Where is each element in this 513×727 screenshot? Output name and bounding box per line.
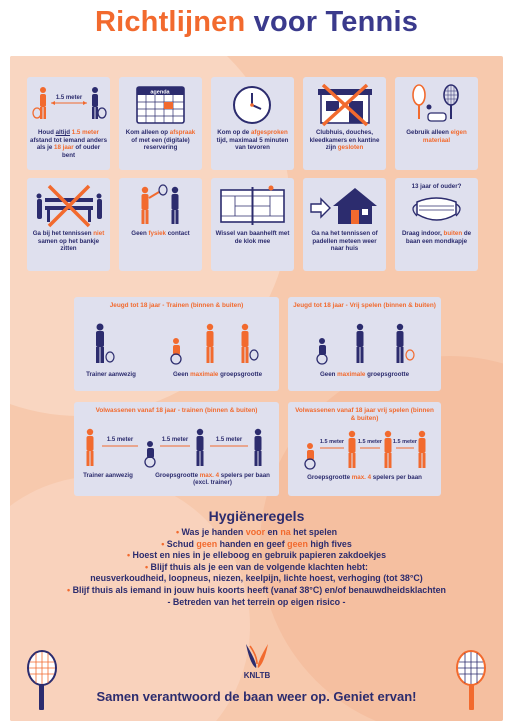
panel-adult-training-right-label: Groepsgrootte max. 4 spelers per baan (excl. trainer) (155, 472, 270, 487)
panel-adult-free-title: Volwassenen vanaf 18 jaar vrij spelen (binnen & buiten) (295, 407, 434, 422)
title-part-2: voor Tennis (253, 6, 419, 38)
card-contact (119, 178, 202, 271)
card-time-text: Kom op de afgesproken tijd, maximaal 5 minuten van tevoren (216, 129, 289, 152)
knltb-logo (232, 640, 282, 684)
card-home (303, 178, 386, 271)
mask-question: 13 jaar of ouder? (411, 183, 462, 190)
hygiene-line: neusverkoudheid, loopneus, niezen, keelpijn, lichte hoest, verhoging (tot 38°C) (90, 573, 423, 584)
poster-background (10, 56, 503, 721)
panel-adult-training-left-label: Trainer aanwezig (83, 472, 133, 479)
card-court (211, 178, 294, 271)
panel-adult-training-title: Volwassenen vanaf 18 jaar - trainen (binnen & buiten) (95, 407, 258, 414)
hygiene-line: • Hoest en nies in je elleboog en gebruik papieren zakdoekjes (126, 550, 387, 561)
card-court-text: Wissel van baanhelft met de klok mee (215, 230, 290, 245)
svg-text:1.5 meter: 1.5 meter (319, 439, 345, 445)
card-time (211, 77, 294, 170)
own-equipment-icon (395, 81, 478, 127)
card-clubhouse (303, 77, 386, 170)
no-contact-icon (119, 182, 202, 228)
card-reservation (119, 77, 202, 170)
logo-text: KNLTB (243, 671, 271, 680)
panel-youth-training-left-label: Trainer aanwezig (86, 371, 136, 378)
racket-left-icon (20, 650, 60, 714)
card-equipment-text: Gebruik alleen eigen materiaal (406, 129, 467, 144)
panel-youth-training (74, 297, 279, 391)
panel-adult-free-label: Groepsgrootte max. 4 spelers per baan (307, 474, 422, 481)
go-home-icon (303, 182, 386, 228)
svg-text:1.5 meter: 1.5 meter (55, 95, 83, 101)
hygiene-title: Hygiëneregels (208, 508, 305, 524)
svg-text:1.5 meter: 1.5 meter (357, 439, 383, 445)
svg-text:1.5 meter: 1.5 meter (215, 437, 243, 443)
court-icon (211, 182, 294, 228)
racket-right-icon (453, 650, 493, 714)
hygiene-line: - Betreden van het terrein op eigen risico - (167, 596, 346, 607)
youth-training-players-icon (80, 321, 273, 365)
card-bench-text: Ga bij het tennissen niet samen op het bankje zitten (32, 230, 105, 253)
panel-youth-training-title: Jeugd tot 18 jaar - Trainen (binnen & buiten) (109, 302, 244, 309)
distance-players-icon (27, 81, 110, 127)
title-part-1: Richtlijnen (94, 6, 246, 38)
adult-training-players-icon (78, 420, 275, 468)
card-mask (395, 178, 478, 271)
youth-free-players-icon (294, 321, 435, 365)
card-bench (27, 178, 110, 271)
hygiene-section (10, 508, 503, 608)
slogan: Samen verantwoord de baan weer op. Geniet ervan! (96, 689, 417, 704)
agenda-icon (119, 81, 202, 127)
card-distance (27, 77, 110, 170)
svg-text:1.5 meter: 1.5 meter (106, 437, 134, 443)
svg-text:agenda: agenda (150, 89, 170, 96)
panel-youth-free (288, 297, 441, 391)
bench-crossed-icon (27, 182, 110, 228)
panel-youth-free-label: Geen maximale groepsgrootte (319, 371, 410, 378)
panel-youth-training-right-label: Geen maximale groepsgrootte (172, 371, 263, 378)
clock-icon (211, 81, 294, 127)
card-reservation-text: Kom alleen op afspraak of met een (digitale) reservering (125, 129, 196, 152)
knltb-swirl-icon (240, 640, 274, 670)
adult-free-players-icon (292, 424, 437, 470)
card-distance-text: Houd altijd 1.5 meter afstand tot iemand anders als je 18 jaar of ouder bent (30, 129, 108, 159)
panel-youth-free-title: Jeugd tot 18 jaar - Vrij spelen (binnen & buiten) (293, 302, 436, 309)
card-clubhouse-text: Clubhuis, douches, kleedkamers en kantine zijn gesloten (309, 129, 380, 152)
card-mask-text: Draag indoor, buiten de baan een mondkapje (401, 230, 472, 245)
card-contact-text: Geen fysiek contact (131, 230, 190, 237)
svg-text:1.5 meter: 1.5 meter (161, 437, 189, 443)
svg-text:1.5 meter: 1.5 meter (392, 439, 418, 445)
card-home-text: Ga na het tennissen of padellen meteen weer naar huis (311, 230, 378, 253)
panel-adult-training (74, 402, 279, 496)
hygiene-line: • Schud geen handen en geef geen high fives (161, 538, 352, 549)
card-equipment (395, 77, 478, 170)
panel-adult-free (288, 402, 441, 496)
hygiene-line: • Blijf thuis als je een van de volgende klachten hebt: (144, 561, 369, 572)
face-mask-icon (395, 192, 478, 228)
clubhouse-closed-icon (303, 81, 386, 127)
page-title (0, 6, 513, 39)
hygiene-line: • Blijf thuis als iemand in jouw huis koorts heeft (vanaf 38°C) en/of benauwdheidsklachten (67, 584, 446, 595)
hygiene-line: • Was je handen voor en na het spelen (175, 527, 338, 537)
